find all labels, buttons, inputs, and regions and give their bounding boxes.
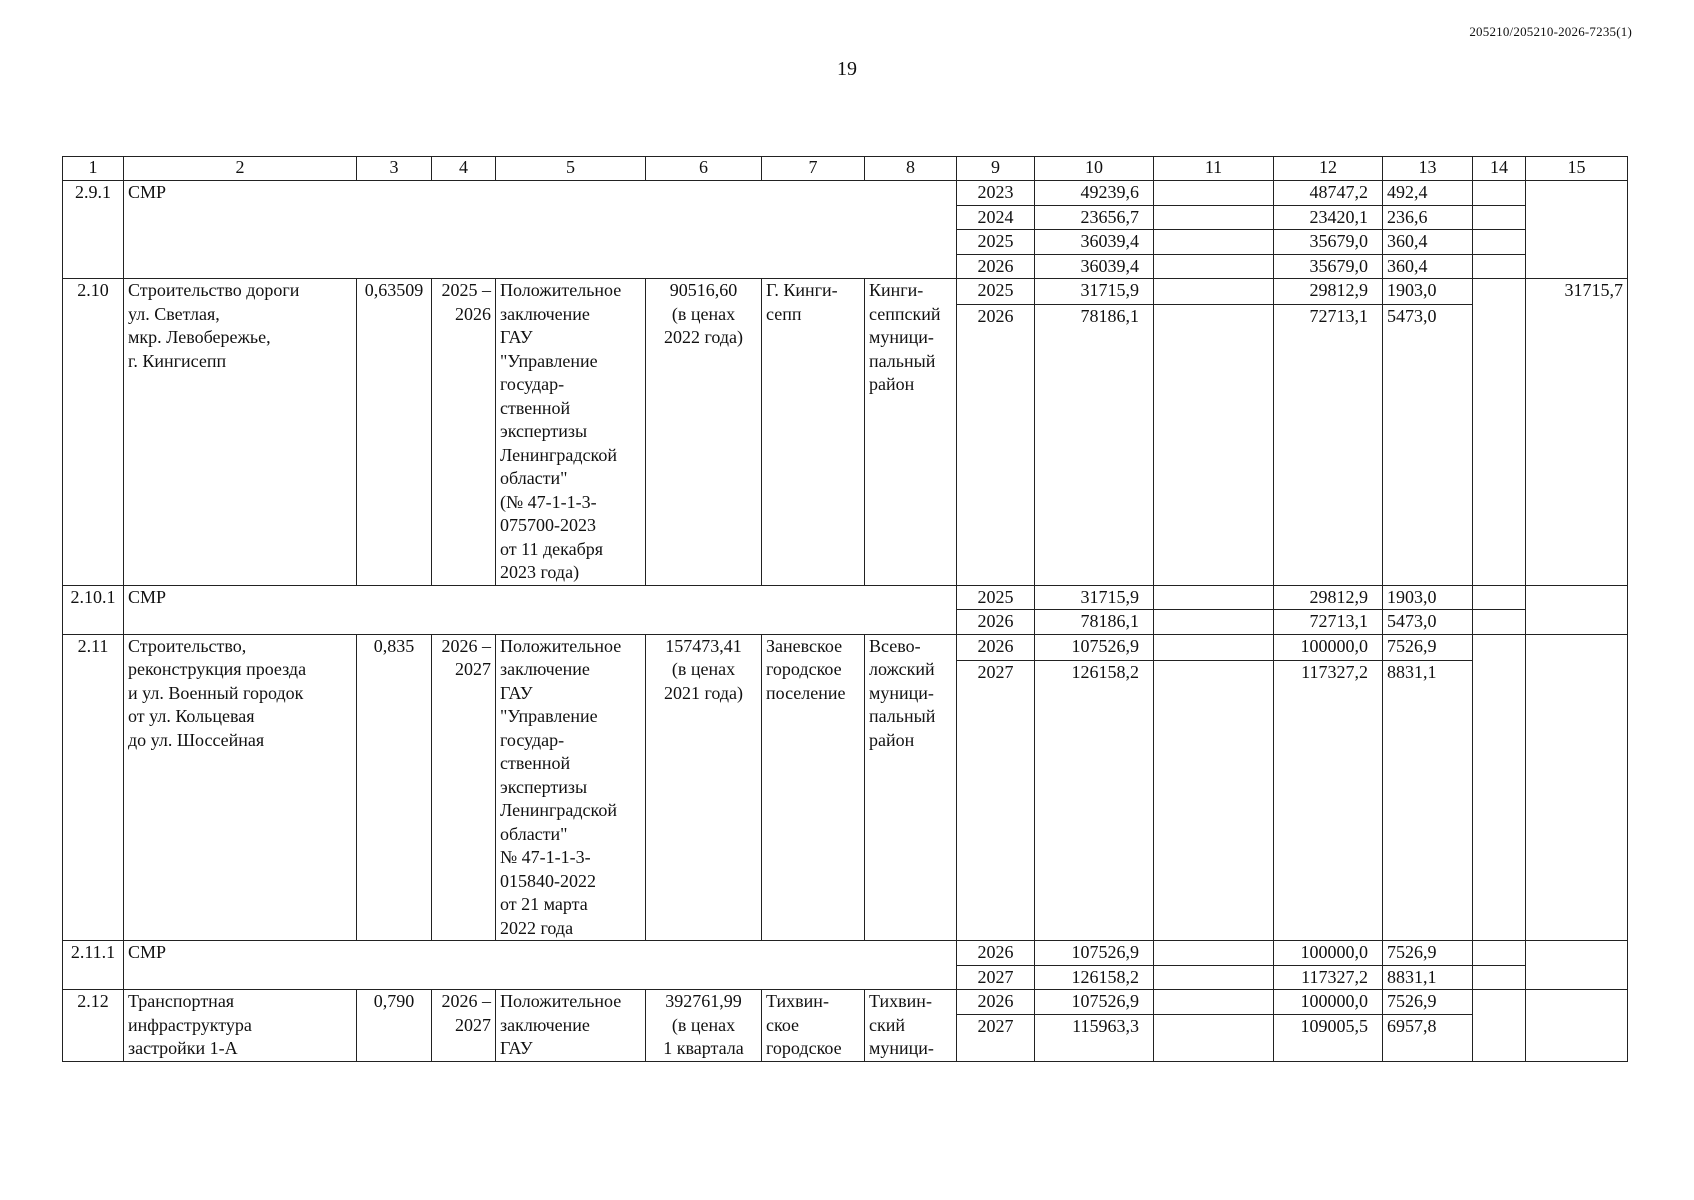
table-row [63, 990, 1628, 1015]
col-header: 8 [865, 157, 957, 181]
value-cell: 7526,9 [1383, 941, 1473, 966]
empty-cell [1526, 941, 1628, 990]
empty-cell [1526, 181, 1628, 279]
empty-cell [1473, 279, 1526, 586]
col-header: 5 [496, 157, 646, 181]
empty-cell [1154, 1014, 1274, 1061]
empty-cell [1154, 181, 1274, 206]
empty-cell [1154, 585, 1274, 610]
empty-cell [1473, 990, 1526, 1062]
year-cell: 2026 [957, 941, 1035, 966]
year-cell: 2023 [957, 181, 1035, 206]
col-header: 9 [957, 157, 1035, 181]
row-name: СМР [124, 585, 957, 634]
object-name: Строительство дороги ул. Светлая, мкр. Левобережье, г. Кингисепп [124, 279, 357, 586]
empty-cell [1526, 990, 1628, 1062]
table-row [63, 634, 1628, 660]
col-header: 13 [1383, 157, 1473, 181]
empty-cell [1473, 181, 1526, 206]
empty-cell [1154, 660, 1274, 940]
value-cell: 78186,1 [1035, 305, 1154, 585]
empty-cell [1154, 941, 1274, 966]
empty-cell [1473, 610, 1526, 635]
value-cell: 29812,9 [1274, 279, 1383, 305]
value-cell: 23656,7 [1035, 205, 1154, 230]
empty-cell [1154, 305, 1274, 585]
empty-cell [1154, 279, 1274, 305]
empty-cell [1473, 205, 1526, 230]
empty-cell [1154, 610, 1274, 635]
empty-cell [1154, 230, 1274, 255]
value-cell: 36039,4 [1035, 230, 1154, 255]
value-cell: 107526,9 [1035, 634, 1154, 660]
empty-cell [1473, 230, 1526, 255]
row-number: 2.10 [63, 279, 124, 586]
year-cell: 2027 [957, 1014, 1035, 1061]
value-cell: 7526,9 [1383, 990, 1473, 1015]
district-cell: Кинги- сеппский муници- пальный район [865, 279, 957, 586]
value-cell: 100000,0 [1274, 634, 1383, 660]
object-name: Строительство, реконструкция проезда и ул. Военный городок от ул. Кольцевая до ул. Шоссейная [124, 634, 357, 941]
empty-cell [1526, 634, 1628, 941]
value-cell: 31715,9 [1035, 279, 1154, 305]
settlement-cell: Тихвин- ское городское [762, 990, 865, 1062]
period-cell: 2026 – 2027 [432, 990, 496, 1062]
row-number: 2.11.1 [63, 941, 124, 990]
row-number: 2.10.1 [63, 585, 124, 634]
value-cell: 100000,0 [1274, 941, 1383, 966]
row-number: 2.9.1 [63, 181, 124, 279]
value-cell: 36039,4 [1035, 254, 1154, 279]
value-cell: 48747,2 [1274, 181, 1383, 206]
year-cell: 2025 [957, 230, 1035, 255]
empty-cell [1473, 254, 1526, 279]
value-cell: 72713,1 [1274, 610, 1383, 635]
empty-cell [1154, 205, 1274, 230]
value-cell: 107526,9 [1035, 990, 1154, 1015]
empty-cell [1473, 965, 1526, 990]
year-cell: 2027 [957, 660, 1035, 940]
value-cell: 360,4 [1383, 254, 1473, 279]
value-cell: 1903,0 [1383, 279, 1473, 305]
empty-cell [1473, 941, 1526, 966]
col-header: 10 [1035, 157, 1154, 181]
col-header: 3 [357, 157, 432, 181]
period-cell: 2025 – 2026 [432, 279, 496, 586]
year-cell: 2026 [957, 254, 1035, 279]
value-cell: 126158,2 [1035, 660, 1154, 940]
empty-cell [1154, 965, 1274, 990]
col-header: 1 [63, 157, 124, 181]
district-cell: Тихвин- ский муници- [865, 990, 957, 1062]
col-header: 4 [432, 157, 496, 181]
col-header: 12 [1274, 157, 1383, 181]
value-cell: 360,4 [1383, 230, 1473, 255]
empty-cell [1473, 634, 1526, 941]
value-cell: 31715,7 [1526, 279, 1628, 586]
value-cell: 5473,0 [1383, 305, 1473, 585]
year-cell: 2026 [957, 634, 1035, 660]
cost-cell: 157473,41 (в ценах 2021 года) [646, 634, 762, 941]
year-cell: 2026 [957, 305, 1035, 585]
empty-cell [1473, 585, 1526, 610]
value-cell: 107526,9 [1035, 941, 1154, 966]
cost-cell: 90516,60 (в ценах 2022 года) [646, 279, 762, 586]
col-header: 2 [124, 157, 357, 181]
expertise-cell: Положительное заключение ГАУ "Управление государ- ственной экспертизы Ленинградской области" № 47-1-1-3- 015840-2022 от 21 марта 2022 года [496, 634, 646, 941]
district-cell: Всево- ложский муници- пальный район [865, 634, 957, 941]
table-row [63, 585, 1628, 610]
value-cell: 6957,8 [1383, 1014, 1473, 1061]
row-number: 2.11 [63, 634, 124, 941]
value-cell: 8831,1 [1383, 965, 1473, 990]
value-cell: 5473,0 [1383, 610, 1473, 635]
col-header: 7 [762, 157, 865, 181]
document-id: 205210/205210-2026-7235(1) [1469, 24, 1632, 39]
empty-cell [1526, 585, 1628, 634]
value-cell: 236,6 [1383, 205, 1473, 230]
value-cell: 72713,1 [1274, 305, 1383, 585]
value-cell: 115963,3 [1035, 1014, 1154, 1061]
investment-table [62, 156, 1628, 1062]
page-number: 19 [837, 58, 857, 80]
value-cell: 126158,2 [1035, 965, 1154, 990]
period-cell: 2026 – 2027 [432, 634, 496, 941]
year-cell: 2025 [957, 585, 1035, 610]
value-cell: 23420,1 [1274, 205, 1383, 230]
value-cell: 35679,0 [1274, 230, 1383, 255]
value-cell: 100000,0 [1274, 990, 1383, 1015]
value-cell: 117327,2 [1274, 965, 1383, 990]
capacity-cell: 0,790 [357, 990, 432, 1062]
expertise-cell: Положительное заключение ГАУ [496, 990, 646, 1062]
value-cell: 117327,2 [1274, 660, 1383, 940]
row-name: СМР [124, 941, 957, 990]
col-header: 6 [646, 157, 762, 181]
year-cell: 2027 [957, 965, 1035, 990]
value-cell: 109005,5 [1274, 1014, 1383, 1061]
object-name: Транспортная инфраструктура застройки 1-А [124, 990, 357, 1062]
col-header: 11 [1154, 157, 1274, 181]
column-number-row [63, 157, 1628, 181]
year-cell: 2025 [957, 279, 1035, 305]
row-number: 2.12 [63, 990, 124, 1062]
table-row [63, 279, 1628, 305]
table-row [63, 941, 1628, 966]
value-cell: 78186,1 [1035, 610, 1154, 635]
year-cell: 2026 [957, 990, 1035, 1015]
table-row [63, 181, 1628, 206]
row-name: СМР [124, 181, 957, 279]
settlement-cell: Г. Кинги- сепп [762, 279, 865, 586]
empty-cell [1154, 990, 1274, 1015]
empty-cell [1154, 634, 1274, 660]
year-cell: 2024 [957, 205, 1035, 230]
value-cell: 31715,9 [1035, 585, 1154, 610]
value-cell: 8831,1 [1383, 660, 1473, 940]
capacity-cell: 0,835 [357, 634, 432, 941]
expertise-cell: Положительное заключение ГАУ "Управление государ- ственной экспертизы Ленинградской области" (№ 47-1-1-3- 075700-2023 от 11 декабря 2023 года) [496, 279, 646, 586]
value-cell: 1903,0 [1383, 585, 1473, 610]
year-cell: 2026 [957, 610, 1035, 635]
value-cell: 35679,0 [1274, 254, 1383, 279]
value-cell: 49239,6 [1035, 181, 1154, 206]
col-header: 14 [1473, 157, 1526, 181]
value-cell: 29812,9 [1274, 585, 1383, 610]
capacity-cell: 0,63509 [357, 279, 432, 586]
cost-cell: 392761,99 (в ценах 1 квартала [646, 990, 762, 1062]
value-cell: 492,4 [1383, 181, 1473, 206]
settlement-cell: Заневское городское поселение [762, 634, 865, 941]
empty-cell [1154, 254, 1274, 279]
value-cell: 7526,9 [1383, 634, 1473, 660]
col-header: 15 [1526, 157, 1628, 181]
